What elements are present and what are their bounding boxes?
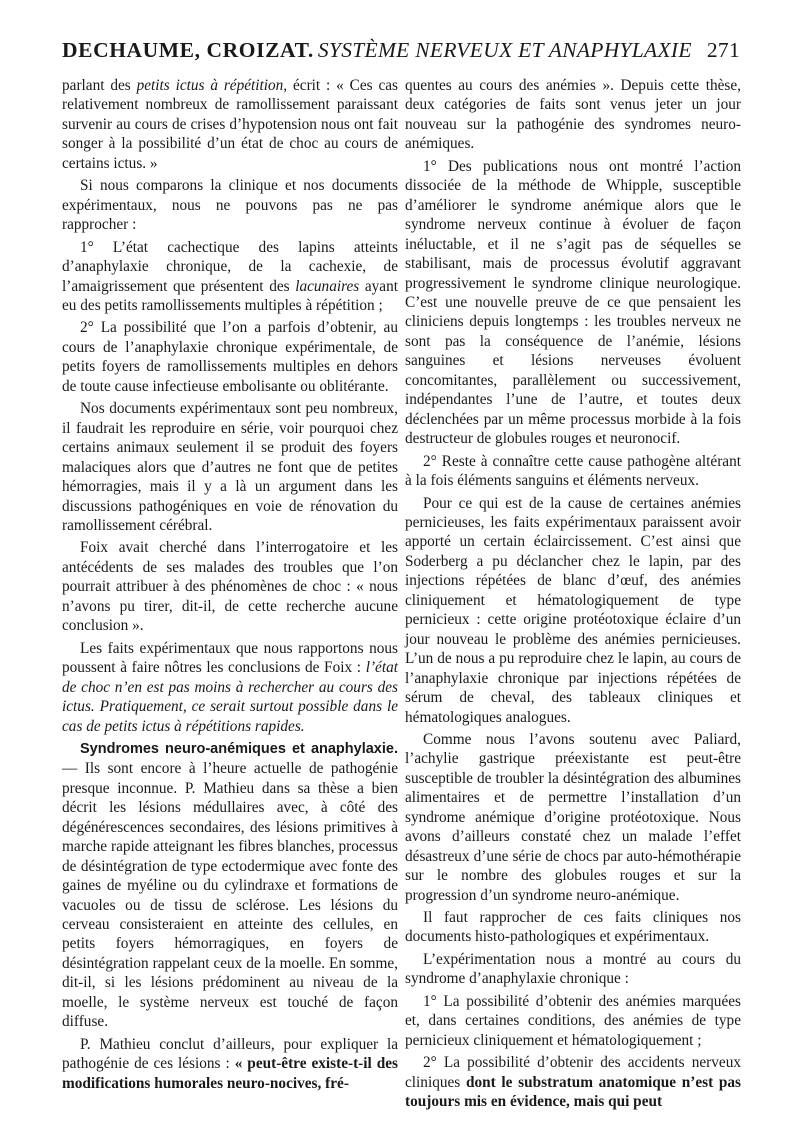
paragraph: Nos documents expérimentaux sont peu nombreux, il faudrait les reproduire en série, voir pourquoi chez certains animaux seulement il se produit des foyers malaciques alors que d’autres ne font que de petites hémorragies, mais il y a là un argument dans les discussions pathogéniques en voie de rénovation du ramollissement cérébral. bbox=[62, 400, 398, 534]
page-number: 271 bbox=[706, 38, 740, 62]
paragraph: Pour ce qui est de la cause de certaines anémies pernicieuses, les faits expérimentaux paraissent avoir apporté un certain éclaircissement. C’est ainsi que Soderberg a pu déclancher chez le lapin, par des injections répétées de blanc d’œuf, des anémies cliniquement et hématologiquement de type pernicieux : cette origine protéotoxique éclaire d’un jour nouveau le problème des anémies pernicieuses. L’un de nous a pu reproduire chez le lapin, au cours de l’anaphylaxie chronique par injections répétées de sérum de cheval, des tableaux cliniques et hématologiques analogues. bbox=[405, 494, 741, 726]
paragraph: Il faut rapprocher de ces faits cliniques nos documents histo-pathologiques et expérimentaux. bbox=[405, 909, 741, 946]
right-column bbox=[405, 76, 741, 1115]
paragraph: P. Mathieu conclut d’ailleurs, pour expliquer la pathogénie de ces lésions : « peut-être existe-t-il des modifications humorales neuro-nocives, fré- bbox=[62, 1035, 398, 1092]
paragraph: L’expérimentation nous a montré au cours du syndrome d’anaphylaxie chronique : bbox=[405, 950, 741, 988]
header-title: SYSTÈME NERVEUX ET ANAPHYLAXIE bbox=[317, 38, 692, 62]
paragraph: 2° La possibilité d’obtenir des accidents nerveux cliniques dont le substratum anatomique n’est pas toujours mis en évidence, mais qui peut bbox=[405, 1054, 741, 1111]
paragraph: 1° L’état cachectique des lapins atteints d’anaphylaxie chronique, de la cachexie, de l’amaigrissement que présentent des lacunaires ayant eu des petits ramollissements multiples à répétition ; bbox=[62, 238, 398, 314]
paragraph: Foix avait cherché dans l’interrogatoire et les antécédents de ses malades des troubles que l’on pourrait attribuer à des phénomènes de choc : « nous n’avons pu tirer, dit-il, de cette recherche aucune conclusion ». bbox=[62, 539, 398, 635]
paragraph: 2° La possibilité que l’on a parfois d’obtenir, au cours de l’anaphylaxie chronique expérimentale, de petits foyers de ramollissements multiples en dehors de toute cause infectieuse embolisante ou oblitérante. bbox=[62, 319, 398, 395]
running-header bbox=[62, 38, 740, 68]
section-paragraph: Syndromes neuro-anémiques et anaphylaxie. — Ils sont encore à l’heure actuelle de pathogénie presque inconnue. P. Mathieu dans sa thèse a bien décrit les lésions médullaires avec, à côté des dégénérescences secondaires, des lésions primitives à marche rapide atteignant les fibres blanches, processus de désintégration de type ectodermique avec fonte des gaines de myéline ou du cylindraxe et formations de vacuoles ou de tissu de sclérose. Les lésions du cerveau consisteraient en atteinte des cellules, en petits foyers hémorragiques, en foyers de désintégration rappelant ceux de la moelle. En somme, dit-il, si les lésions prédominent au niveau de la moelle, le système nerveux est touché de façon diffuse. bbox=[62, 740, 398, 1031]
paragraph: quentes au cours des anémies ». Depuis cette thèse, deux catégories de faits sont venus jeter un jour nouveau sur la pathogénie des syndromes neuro-anémiques. bbox=[405, 77, 741, 153]
section-heading: Syndromes neuro-anémiques et anaphylaxie. bbox=[80, 740, 398, 757]
header-authors: DECHAUME, CROIZAT. bbox=[62, 38, 314, 62]
paragraph: parlant des petits ictus à répétition, écrit : « Ces cas relativement nombreux de ramollissement paraissant survenir au cours de crises d’hypotension nous ont fait songer à la possibilité d’un état de choc au cours de certains ictus. » bbox=[62, 77, 398, 172]
paragraph: 1° La possibilité d’obtenir des anémies marquées et, dans certaines conditions, des anémies de type pernicieux cliniquement et hématologiquement ; bbox=[405, 992, 741, 1049]
paragraph: Si nous comparons la clinique et nos documents expérimentaux, nous ne pouvons pas ne pas rapprocher : bbox=[62, 177, 398, 234]
paragraph: 2° Reste à connaître cette cause pathogène altérant à la fois éléments sanguins et éléments nerveux. bbox=[405, 452, 741, 490]
paragraph: Les faits expérimentaux que nous rapportons nous poussent à faire nôtres les conclusions de Foix : l’état de choc n’en est pas moins à rechercher au cours des ictus. Pratiquement, ce serait surtout possible dans le cas de petits ictus à répétitions rapides. bbox=[62, 639, 398, 735]
paragraph: 1° Des publications nous ont montré l’action dissociée de la méthode de Whipple, susceptible d’améliorer le syndrome anémique alors que le syndrome nerveux continue à évoluer de façon inéluctable, et il ne s’agit pas de séquelles se stabilisant, mais de processus évolutif aggravant progressivement le syndrome clinique neurologique. C’est une nouvelle preuve de ce que pensaient les cliniciens depuis longtemps : les troubles nerveux ne sont pas la conséquence de l’anémie, lésions sanguines et lésions nerveuses évoluent concomitantes, parallèlement ou successivement, indépendantes l’une de l’autre, et toutes deux déclenchées par un même processus morbide à la fois destructeur de globules rouges et neuronocif. bbox=[405, 157, 741, 448]
paragraph: Comme nous l’avons soutenu avec Paliard, l’achylie gastrique préexistante est peut-être susceptible de troubler la désintégration des albumines alimentaires et de permettre l’installation d’un syndrome anémique d’origine protéotoxique. Nous avons d’ailleurs constaté chez un malade l’effet désastreux d’une série de chocs par auto-hémothérapie sur le nombre des globules rouges et sur la progression d’un syndrome neuro-anémique. bbox=[405, 730, 741, 904]
left-column bbox=[62, 76, 398, 1096]
